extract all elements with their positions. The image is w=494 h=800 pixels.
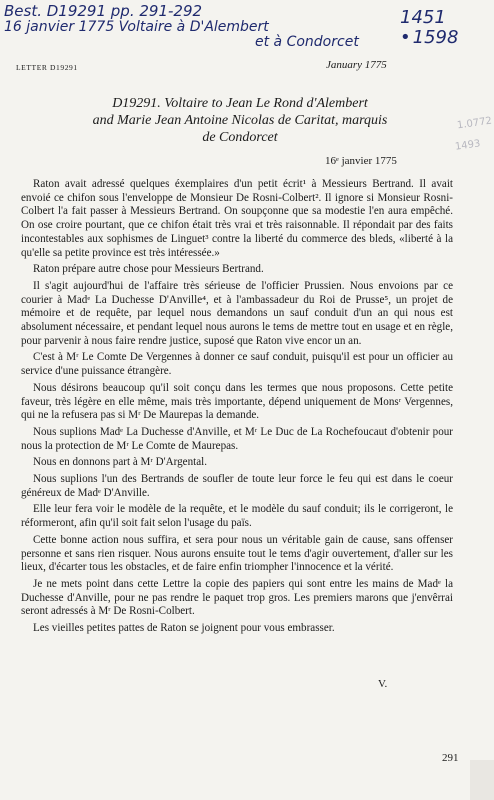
paragraph: Nous en donnons part à Mʳ D'Argental. bbox=[33, 456, 207, 469]
pencil-annotation-2: 1493 bbox=[454, 138, 482, 153]
page-corner bbox=[470, 760, 494, 800]
pencil-annotation-1: 1.0772 bbox=[456, 115, 493, 132]
paragraph: Raton prépare autre chose pour Messieurs Bertrand. bbox=[33, 263, 264, 276]
page-number: 291 bbox=[442, 752, 459, 764]
letter-date: 16ᵉ janvier 1775 bbox=[325, 155, 397, 167]
header-date: January 1775 bbox=[326, 59, 387, 71]
handwritten-date-line: 16 janvier 1775 Voltaire à D'Alembert bbox=[4, 19, 269, 35]
title-line-1: D19291. Voltaire to Jean Le Rond d'Alembert bbox=[112, 96, 368, 111]
paragraph: Cette bonne action nous suffira, et sera pour nous un véritable gain de cause, sans offenser personne et sans rien risquer. Nous aurons ensuite tout le tems d'agir ouvertement, d'aller sur les lieux, d'écarter tous les obstacles, et de faire enfin triompher l'innocence et la vérité. bbox=[21, 533, 453, 574]
handwritten-reference: Best. D19291 pp. 291-292 bbox=[4, 2, 203, 20]
paragraph: Raton avait adressé quelques éxemplaires d'un petit écrit¹ à Messieurs Bertrand. Il avait envoié ce chifon sous l'enveloppe de Monsieur De Rosni-Colbert². Il ignore si Monsieur Rosni-Colbert l'a fait passer à Messieurs Bertrand. On soupçonne que sa modestie l'en aura empêché. On ose croire pourtant, que ce chifon était très vrai et très raisonnable. Il répondait par des faits incontestables aux sophismes de Linguet³ contre la liberté du commerce des bleds, «liberté à la qu'elle sa petite province est très intéressée.» bbox=[21, 178, 453, 259]
letter-title bbox=[40, 95, 440, 146]
paragraph: Nous désirons beaucoup qu'il soit conçu dans les termes que nous proposons. Cette petite faveur, très légère en elle même, mais très importante, dépend uniquement de Monsʳ Vergennes, qui ne la refusera pas si Mʳ De Maurepas la demande. bbox=[21, 381, 453, 422]
paragraph: Elle leur fera voir le modèle de la requête, et le modèle du sauf conduit; ils le corrigeront, le réformeront, afin qu'il soit fait selon l'usage du païs. bbox=[21, 503, 453, 530]
letter-body bbox=[21, 178, 453, 639]
title-line-2: and Marie Jean Antoine Nicolas de Caritat, marquis bbox=[92, 113, 388, 128]
paragraph: Nous suplions Madᵉ La Duchesse d'Anville, et Mʳ Le Duc de La Rochefoucaut d'obtenir pour nous la protection de Mʳ Le Comte de Maurepas. bbox=[21, 425, 453, 452]
paragraph: Les vieilles petites pattes de Raton se joignent pour vous embrasser. bbox=[33, 622, 335, 635]
paragraph: Je ne mets point dans cette Lettre la copie des papiers qui sont entre les mains de Madᵉ la Duchesse d'Anville, pour ne pas rendre le paquet trop gros. Les premiers marons que j'envêrrai seront adressés à Mʳ De Rosni-Colbert. bbox=[21, 577, 453, 618]
signature: V. bbox=[378, 678, 388, 690]
handwritten-number-2: • 1598 bbox=[400, 27, 458, 48]
letter-label: LETTER D19291 bbox=[16, 63, 78, 72]
title-line-3: de Condorcet bbox=[202, 130, 278, 145]
handwritten-date-line-cont: et à Condorcet bbox=[255, 34, 359, 50]
paragraph: Il s'agit aujourd'hui de l'affaire très sérieuse de l'officier Prussien. Nous envoions par ce courier à Madᵉ La Duchesse D'Anville⁴, et à l'ambassadeur du Roi de Prusse⁵, un projet de mémoire et de requête, par lequel nous demandons un sauf conduit d'un an qui nous est absolument nécessaire, et pendant lequel nous aurons le tems de mettre tout en usage et en règle, pour parvenir à nous faire rendre justice, suposé que Raton vive encor un an. bbox=[21, 279, 453, 347]
handwritten-number-1: 1451 bbox=[400, 7, 446, 28]
paragraph: Nous suplions l'un des Bertrands de soufler de toute leur force le feu qui est dans le coeur généreux de Madᵉ D'Anville. bbox=[21, 473, 453, 499]
paragraph: C'est à Mʳ Le Comte De Vergennes à donner ce sauf conduit, puisqu'il est pour un officier au service d'une puissance étrangère. bbox=[21, 351, 453, 378]
